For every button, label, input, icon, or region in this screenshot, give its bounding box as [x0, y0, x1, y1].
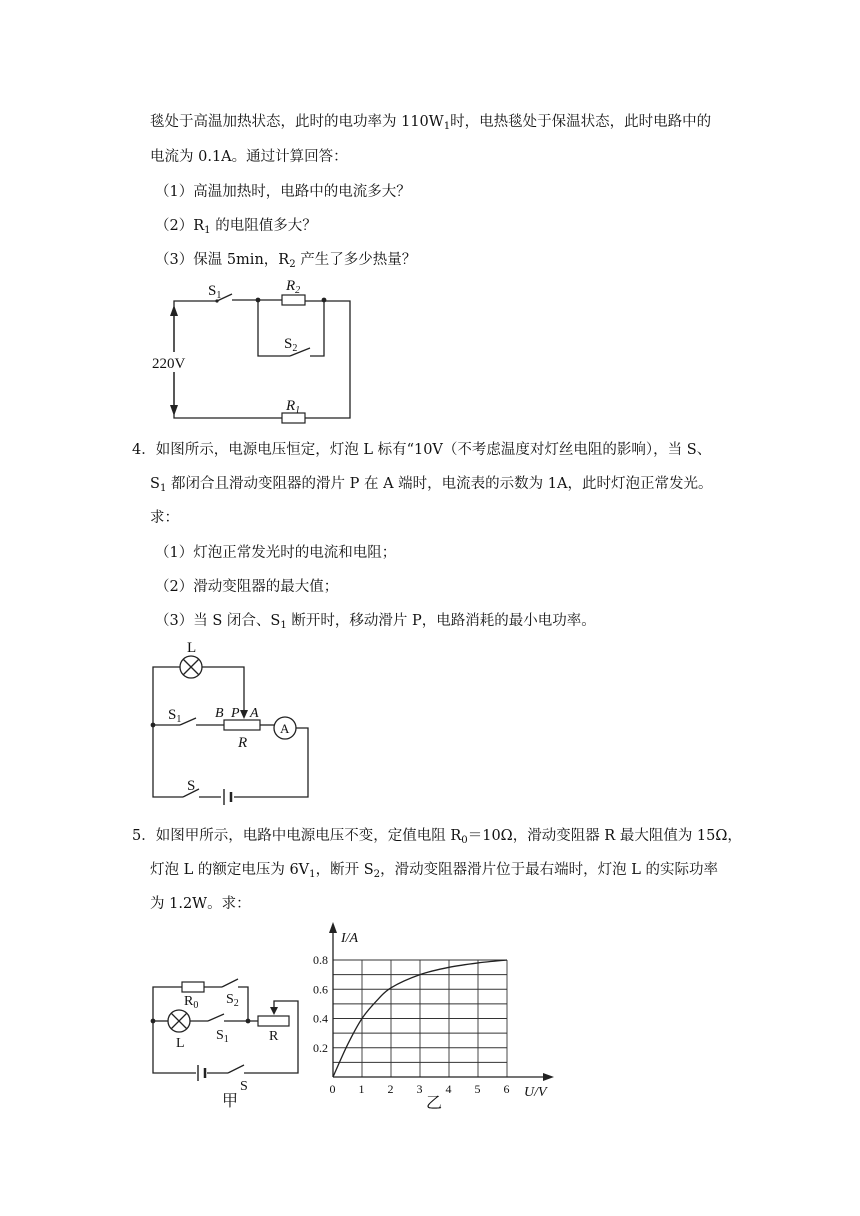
q3-subquestion-2: $(2)R_1$ 的电阻值多大？	[155, 218, 317, 237]
x-tick-label: 4	[445, 1082, 452, 1096]
b-end-label: B	[215, 706, 224, 721]
q5-line-1: 5．如图甲所示，电路中电源电压不变，定值电阻 $R_0=10\Omega$，滑动变阻器 R 最大阻值为 15Ω，	[132, 828, 742, 847]
s2-label: $S_2$	[284, 336, 298, 354]
s1-label: $S_1$	[208, 283, 222, 301]
q4-subquestion-3: （3）当 S 闭合、$S_1$ 断开时，移动滑片 P，电路消耗的最小电功率。	[155, 613, 596, 632]
x-tick-label: 6	[503, 1082, 510, 1096]
q3-subquestion-3: （3）保温 5min，$R_2$ 产生了多少热量？	[155, 252, 417, 271]
x-tick-label: 1	[358, 1082, 365, 1096]
y-tick-label: 0.2	[313, 1040, 328, 1055]
rheostat-label: R	[238, 735, 248, 751]
q3-line-2: 电流为 0.1A。通过计算回答：	[150, 149, 348, 165]
r1-label: $R_1$	[286, 398, 301, 416]
lamp-label: L	[187, 640, 197, 656]
slider-p-label: P	[231, 706, 240, 721]
q5-line-2: 灯泡 L 的额定电压为 $6V_1$，断开 $S_2$，滑动变阻器滑片位于最右端时，灯泡 L 的实际功率	[150, 862, 718, 881]
x-tick-label: 0	[329, 1082, 336, 1096]
q4-line-3: 求：	[150, 510, 179, 526]
s-label: S	[187, 778, 196, 794]
x-tick-label: 5	[474, 1082, 481, 1096]
s-label: S	[240, 1079, 248, 1094]
y-axis-label: I/A	[341, 931, 359, 946]
y-tick-label: 0.6	[313, 982, 328, 997]
s1-label: $S_1$	[168, 707, 182, 725]
lamp-label: L	[176, 1036, 185, 1051]
y-tick-label: 0.4	[313, 1011, 328, 1026]
figure-caption-yi: 乙	[426, 1095, 443, 1112]
q5-line-3: 为 1.2W。求：	[150, 896, 251, 912]
q4-subquestion-1: （1）灯泡正常发光时的电流和电阻；	[155, 545, 397, 561]
rheostat-label: R	[269, 1029, 279, 1044]
s2-label: $S_2$	[226, 992, 239, 1009]
r2-label: $R_2$	[286, 278, 301, 296]
y-tick-label: 0.8	[313, 953, 328, 967]
q4-subquestion-2: （2）滑动变阻器的最大值；	[155, 579, 339, 595]
a-end-label: A	[250, 706, 259, 721]
chart-grid	[333, 960, 507, 1077]
x-axis-arrow-icon	[543, 1073, 554, 1081]
x-tick-label: 3	[416, 1082, 423, 1096]
r0-label: $R_0$	[184, 994, 199, 1011]
s1-label: $S_1$	[216, 1028, 229, 1045]
voltage-label: 220V	[152, 356, 186, 372]
x-axis-label: U/V	[524, 1085, 547, 1100]
svg-text:A: A	[280, 721, 290, 736]
chart-axes	[329, 922, 554, 1081]
q4-line-1: 4．如图所示，电源电压恒定，灯泡 L 标有“10V（不考虑温度对灯丝电阻的影响），当 S、	[132, 442, 712, 458]
q3-line-1: 毯处于高温加热状态，此时的电功率为 $110W_1$时，电热毯处于保温状态，此时电路中的	[150, 114, 712, 133]
y-axis-arrow-icon	[329, 922, 337, 933]
x-tick-label: 2	[387, 1082, 394, 1096]
q3-subquestion-1: （1）高温加热时，电路中的电流多大？	[155, 184, 411, 200]
q4-line-2: $S_1$ 都闭合且滑动变阻器的滑片 P 在 A 端时，电流表的示数为 1A，此时灯泡正常发光。	[150, 476, 713, 495]
figure-caption-jia: 甲	[222, 1093, 239, 1110]
